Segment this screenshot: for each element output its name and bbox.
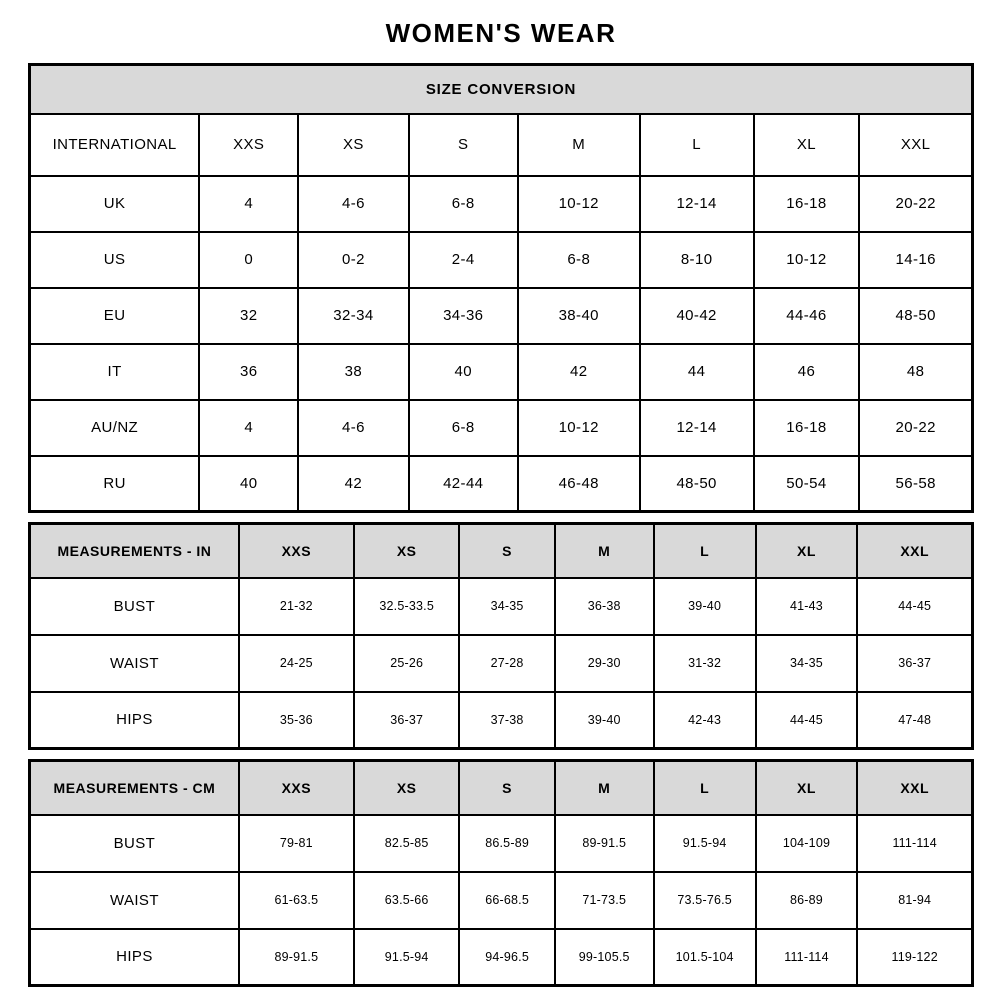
column-header-size: L xyxy=(640,114,754,176)
column-header-size: XL xyxy=(754,114,860,176)
row-label: IT xyxy=(30,344,200,400)
size-cell: 10-12 xyxy=(518,400,640,456)
measurement-cell: 36-38 xyxy=(555,578,654,635)
size-cell: 10-12 xyxy=(754,232,860,288)
column-header-size: XXL xyxy=(857,524,972,578)
size-conversion-body xyxy=(30,176,973,512)
column-header-size: XXS xyxy=(199,114,298,176)
row-label: HIPS xyxy=(30,929,239,986)
measurements-header-label: MEASUREMENTS - CM xyxy=(30,761,239,815)
size-cell: 4-6 xyxy=(298,400,408,456)
column-header-size: S xyxy=(459,761,554,815)
column-header-size: XS xyxy=(354,524,460,578)
size-cell: 8-10 xyxy=(640,232,754,288)
measurement-cell: 31-32 xyxy=(654,635,756,692)
size-cell: 36 xyxy=(199,344,298,400)
size-cell: 42-44 xyxy=(409,456,518,512)
measurement-cell: 111-114 xyxy=(857,815,972,872)
measurement-cell: 79-81 xyxy=(239,815,354,872)
measurement-cell: 63.5-66 xyxy=(354,872,460,929)
measurement-cell: 42-43 xyxy=(654,692,756,749)
size-cell: 42 xyxy=(298,456,408,512)
row-label: AU/NZ xyxy=(30,400,200,456)
size-cell: 6-8 xyxy=(409,400,518,456)
measurement-cell: 86-89 xyxy=(756,872,858,929)
table-row xyxy=(30,456,973,512)
measurement-cell: 41-43 xyxy=(756,578,858,635)
column-header-size: XXS xyxy=(239,524,354,578)
column-header-size: M xyxy=(555,761,654,815)
measurement-cell: 104-109 xyxy=(756,815,858,872)
size-cell: 44 xyxy=(640,344,754,400)
size-cell: 2-4 xyxy=(409,232,518,288)
measurement-cell: 39-40 xyxy=(555,692,654,749)
row-label: BUST xyxy=(30,578,239,635)
measurement-cell: 111-114 xyxy=(756,929,858,986)
size-conversion-header: SIZE CONVERSION xyxy=(30,65,973,114)
size-cell: 44-46 xyxy=(754,288,860,344)
size-cell: 4 xyxy=(199,400,298,456)
row-label: UK xyxy=(30,176,200,232)
column-header-size: S xyxy=(409,114,518,176)
column-header-size: XL xyxy=(756,761,858,815)
measurement-cell: 34-35 xyxy=(756,635,858,692)
measurement-cell: 119-122 xyxy=(857,929,972,986)
size-cell: 46-48 xyxy=(518,456,640,512)
row-label: EU xyxy=(30,288,200,344)
column-header-size: L xyxy=(654,761,756,815)
column-header-size: M xyxy=(518,114,640,176)
column-header-size: L xyxy=(654,524,756,578)
size-cell: 40 xyxy=(409,344,518,400)
size-cell: 46 xyxy=(754,344,860,400)
size-cell: 34-36 xyxy=(409,288,518,344)
table-row xyxy=(30,344,973,400)
size-cell: 38-40 xyxy=(518,288,640,344)
row-label: HIPS xyxy=(30,692,239,749)
table-row xyxy=(30,400,973,456)
size-cell: 48 xyxy=(859,344,972,400)
measurements-cm-header-row xyxy=(30,761,973,815)
size-cell: 16-18 xyxy=(754,400,860,456)
measurement-cell: 24-25 xyxy=(239,635,354,692)
size-cell: 0 xyxy=(199,232,298,288)
measurement-cell: 73.5-76.5 xyxy=(654,872,756,929)
column-header-size: S xyxy=(459,524,554,578)
size-cell: 12-14 xyxy=(640,176,754,232)
measurement-cell: 29-30 xyxy=(555,635,654,692)
size-conversion-columns-row xyxy=(30,114,973,176)
size-cell: 12-14 xyxy=(640,400,754,456)
size-conversion-band-row xyxy=(30,65,973,114)
table-row xyxy=(30,578,973,635)
size-cell: 32-34 xyxy=(298,288,408,344)
size-cell: 0-2 xyxy=(298,232,408,288)
measurement-cell: 66-68.5 xyxy=(459,872,554,929)
size-cell: 10-12 xyxy=(518,176,640,232)
measurement-cell: 82.5-85 xyxy=(354,815,460,872)
row-label: WAIST xyxy=(30,635,239,692)
table-row xyxy=(30,815,973,872)
row-label: US xyxy=(30,232,200,288)
size-cell: 20-22 xyxy=(859,176,972,232)
size-cell: 48-50 xyxy=(859,288,972,344)
table-row xyxy=(30,692,973,749)
size-cell: 38 xyxy=(298,344,408,400)
size-cell: 4 xyxy=(199,176,298,232)
table-row xyxy=(30,635,973,692)
column-header-size: XXL xyxy=(857,761,972,815)
measurement-cell: 94-96.5 xyxy=(459,929,554,986)
column-header-size: M xyxy=(555,524,654,578)
size-cell: 20-22 xyxy=(859,400,972,456)
measurement-cell: 25-26 xyxy=(354,635,460,692)
measurement-cell: 44-45 xyxy=(857,578,972,635)
measurement-cell: 91.5-94 xyxy=(654,815,756,872)
measurement-cell: 27-28 xyxy=(459,635,554,692)
size-cell: 40-42 xyxy=(640,288,754,344)
size-cell: 6-8 xyxy=(409,176,518,232)
column-header-size: XL xyxy=(756,524,858,578)
size-cell: 6-8 xyxy=(518,232,640,288)
size-conversion-table xyxy=(28,63,974,513)
measurement-cell: 47-48 xyxy=(857,692,972,749)
size-cell: 32 xyxy=(199,288,298,344)
measurement-cell: 71-73.5 xyxy=(555,872,654,929)
size-cell: 56-58 xyxy=(859,456,972,512)
table-row xyxy=(30,929,973,986)
table-row xyxy=(30,288,973,344)
measurement-cell: 39-40 xyxy=(654,578,756,635)
measurements-cm-body xyxy=(30,815,973,986)
measurement-cell: 37-38 xyxy=(459,692,554,749)
size-cell: 4-6 xyxy=(298,176,408,232)
row-label: WAIST xyxy=(30,872,239,929)
measurement-cell: 101.5-104 xyxy=(654,929,756,986)
measurement-cell: 86.5-89 xyxy=(459,815,554,872)
table-row xyxy=(30,872,973,929)
measurements-in-table xyxy=(28,522,974,750)
measurement-cell: 21-32 xyxy=(239,578,354,635)
measurements-cm-table xyxy=(28,759,974,987)
size-cell: 14-16 xyxy=(859,232,972,288)
table-row xyxy=(30,176,973,232)
size-cell: 50-54 xyxy=(754,456,860,512)
table-row xyxy=(30,232,973,288)
column-header-size: XXS xyxy=(239,761,354,815)
measurement-cell: 91.5-94 xyxy=(354,929,460,986)
measurement-cell: 35-36 xyxy=(239,692,354,749)
size-cell: 42 xyxy=(518,344,640,400)
measurement-cell: 44-45 xyxy=(756,692,858,749)
measurement-cell: 89-91.5 xyxy=(239,929,354,986)
measurement-cell: 89-91.5 xyxy=(555,815,654,872)
column-header-size: XS xyxy=(354,761,460,815)
measurement-cell: 99-105.5 xyxy=(555,929,654,986)
measurement-cell: 61-63.5 xyxy=(239,872,354,929)
size-cell: 16-18 xyxy=(754,176,860,232)
measurement-cell: 36-37 xyxy=(857,635,972,692)
column-header-size: XS xyxy=(298,114,408,176)
column-header-international: INTERNATIONAL xyxy=(30,114,200,176)
measurements-in-header-row xyxy=(30,524,973,578)
measurements-header-label: MEASUREMENTS - IN xyxy=(30,524,239,578)
measurements-in-body xyxy=(30,578,973,749)
column-header-size: XXL xyxy=(859,114,972,176)
measurement-cell: 32.5-33.5 xyxy=(354,578,460,635)
row-label: BUST xyxy=(30,815,239,872)
row-label: RU xyxy=(30,456,200,512)
measurement-cell: 36-37 xyxy=(354,692,460,749)
size-cell: 48-50 xyxy=(640,456,754,512)
measurement-cell: 34-35 xyxy=(459,578,554,635)
page-title: WOMEN'S WEAR xyxy=(385,18,617,48)
size-cell: 40 xyxy=(199,456,298,512)
measurement-cell: 81-94 xyxy=(857,872,972,929)
